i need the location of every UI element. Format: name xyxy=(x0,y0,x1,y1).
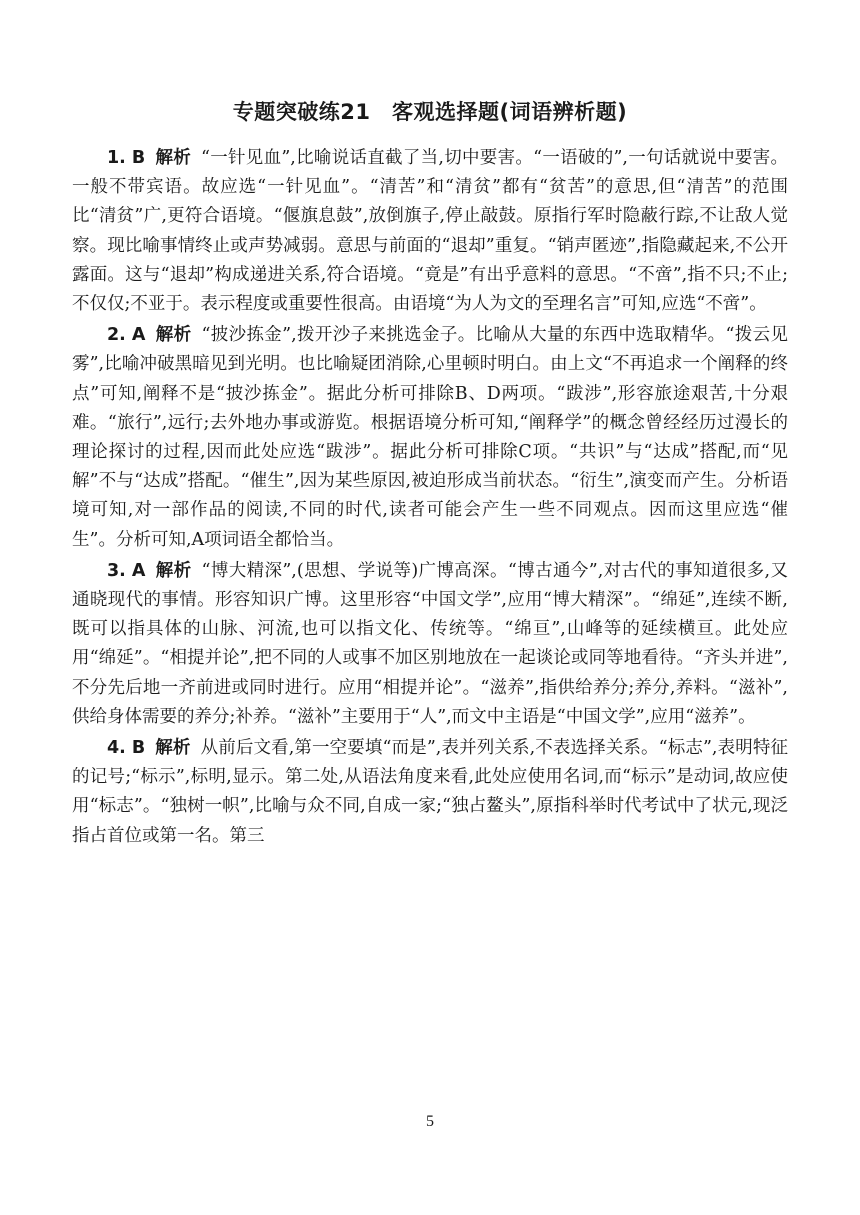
item-number: 2. xyxy=(107,325,126,346)
item-number: 3. xyxy=(107,560,126,581)
item-answer: B xyxy=(131,148,146,168)
page-title: 专题突破练21 客观选择题(词语辨析题) xyxy=(232,100,628,124)
analysis-text: “博大精深”,(思想、学说等)广博高深。“博古通今”,对古代的事知道很多,又通晓现代的事情。形容知识广博。这里形容“中国文学”,应用“博大精深”。“绵延”,连续不断,既可以指具体的山脉、河流,也可以指文化、传统等。“绵亘”,山峰等的延续横亘。此处应用“绵延”。“相提并论”,把不同的人或事不加区别地放在一起谈论或同等地看待。“齐头并进”,不分先后地一齐前进或同时进行。应用“相提并论”。“滋养”,指供给养分;养分,养料。“滋补”,供给身体需要的养分;补养。“滋补”主要用于“人”,而文中主语是“中国文学”,应用“滋养”。 xyxy=(72,560,788,727)
analysis-label: 解析 xyxy=(155,325,192,346)
item-answer: A xyxy=(131,325,146,346)
answer-item-1 xyxy=(72,144,788,319)
analysis-label: 解析 xyxy=(155,560,192,581)
analysis-label: 解析 xyxy=(155,738,191,759)
page-number: 5 xyxy=(426,1113,434,1130)
answer-item-4 xyxy=(72,734,788,851)
answer-body xyxy=(72,144,788,853)
item-answer: A xyxy=(131,560,146,581)
item-number: 1. xyxy=(107,148,126,168)
analysis-text: “一针见血”,比喻说话直截了当,切中要害。“一语破的”,一句话就说中要害。一般不带宾语。故应选“一针见血”。“清苦”和“清贫”都有“贫苦”的意思,但“清苦”的范围比“清贫”广,更符合语境。“偃旗息鼓”,放倒旗子,停止敲鼓。原指行军时隐蔽行踪,不让敌人觉察。现比喻事情终止或声势减弱。意思与前面的“退却”重复。“销声匿迹”,指隐藏起来,不公开露面。这与“退却”构成递进关系,符合语境。“竟是”有出乎意料的意思。“不啻”,指不只;不止;不仅仅;不亚于。表示程度或重要性很高。由语境“为人为文的至理名言”可知,应选“不啻”。 xyxy=(72,148,788,315)
item-number: 4. xyxy=(107,738,126,759)
item-answer: B xyxy=(131,738,146,759)
answer-item-2 xyxy=(72,321,788,555)
answer-item-3 xyxy=(72,557,788,732)
analysis-label: 解析 xyxy=(155,148,192,168)
analysis-text: “披沙拣金”,拨开沙子来挑选金子。比喻从大量的东西中选取精华。“拨云见雾”,比喻冲破黑暗见到光明。也比喻疑团消除,心里顿时明白。由上文“不再追求一个阐释的终点”可知,阐释不是“披沙拣金”。据此分析可排除B、D两项。“跋涉”,形容旅途艰苦,十分艰难。“旅行”,远行;去外地办事或游览。根据语境分析可知,“阐释学”的概念曾经经历过漫长的理论探讨的过程,因而此处应选“跋涉”。据此分析可排除C项。“共识”与“达成”搭配,而“见解”不与“达成”搭配。“催生”,因为某些原因,被迫形成当前状态。“衍生”,演变而产生。分析语境可知,对一部作品的阅读,不同的时代,读者可能会产生一些不同观点。因而这里应选“催生”。分析可知,A项词语全都恰当。 xyxy=(72,325,788,550)
analysis-text: 从前后文看,第一空要填“而是”,表并列关系,不表选择关系。“标志”,表明特征的记号;“标示”,标明,显示。第二处,从语法角度来看,此处应使用名词,而“标示”是动词,故应使用“标志”。“独树一帜”,比喻与众不同,自成一家;“独占鳌头”,原指科举时代考试中了状元,现泛指占首位或第一名。第三 xyxy=(72,738,789,846)
